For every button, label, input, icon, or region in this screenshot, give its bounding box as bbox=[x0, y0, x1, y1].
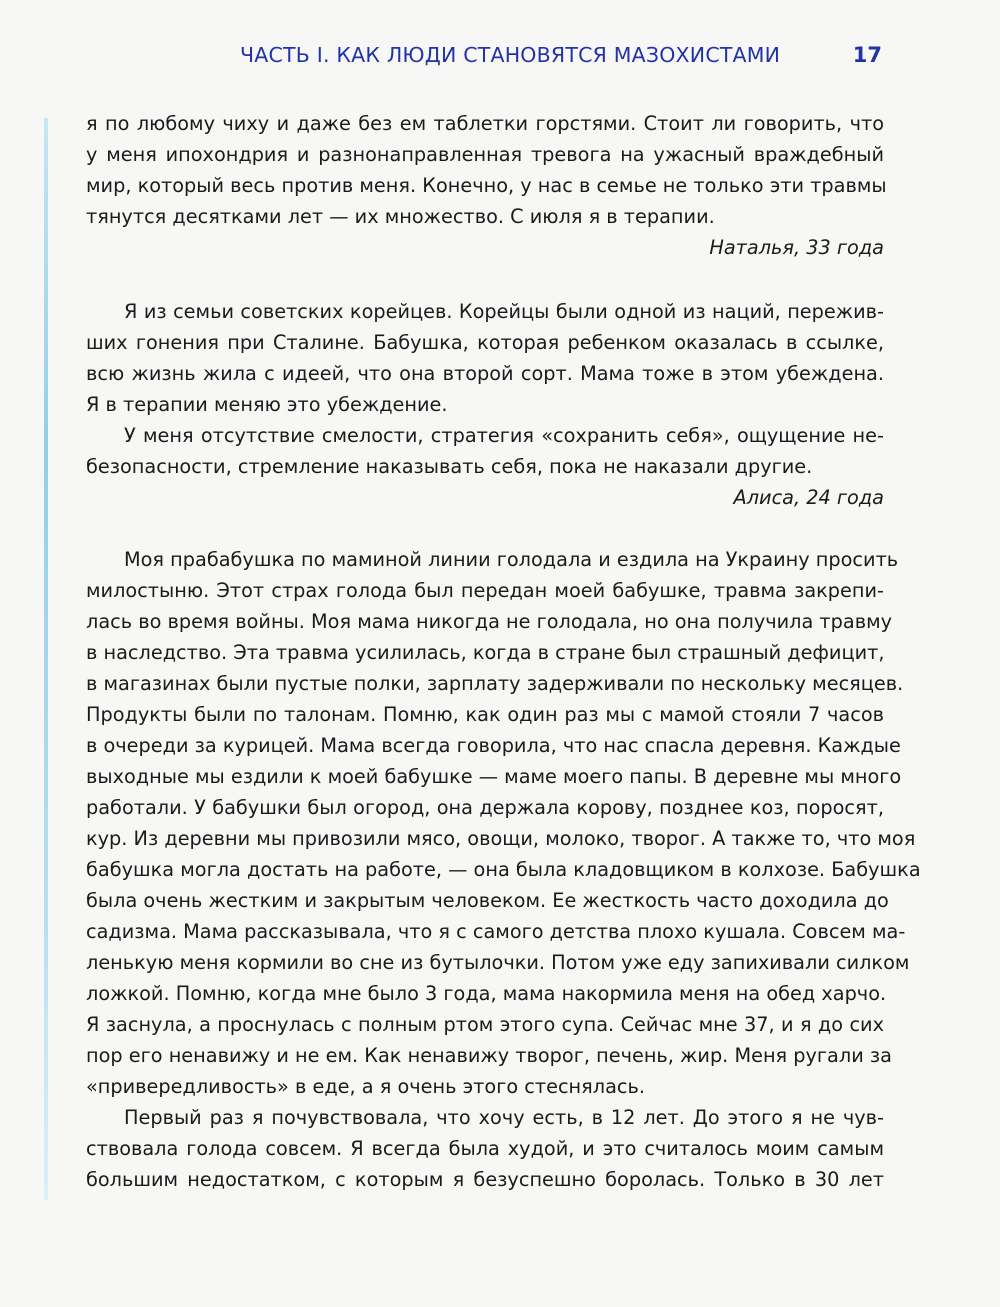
text-line: работали. У бабушки был огород, она держала корову, позднее коз, поросят, bbox=[86, 796, 884, 819]
text-line: у меня ипохондрия и разнонаправленная тревога на ужасный враждебный bbox=[86, 143, 884, 166]
text-line: лась во время войны. Моя мама никогда не голодала, но она получила травму bbox=[86, 610, 893, 633]
text-line: Продукты были по талонам. Помню, как один раз мы с мамой стояли 7 часов bbox=[86, 703, 884, 726]
text-line: пор его ненавижу и не ем. Как ненавижу творог, печень, жир. Меня ругали за bbox=[86, 1044, 892, 1067]
text-line: ших гонения при Сталине. Бабушка, которая ребенком оказалась в ссылке, bbox=[86, 331, 884, 354]
text-line: тянутся десятками лет — их множество. С июля я в терапии. bbox=[86, 205, 715, 228]
text-line: большим недостатком, с которым я безуспешно боролась. Только в 30 лет bbox=[86, 1168, 884, 1191]
text-line: безопасности, стремление наказывать себя, пока не наказали другие. bbox=[86, 455, 813, 478]
text-line: Я заснула, а проснулась с полным ртом этого супа. Сейчас мне 37, и я до сих bbox=[86, 1013, 884, 1036]
text-line: ложкой. Помню, когда мне было 3 года, мама накормила меня на обед харчо. bbox=[86, 982, 887, 1005]
text-line: Моя прабабушка по маминой линии голодала и ездила на Украину просить bbox=[124, 548, 899, 571]
text-line: ствовала голода совсем. Я всегда была худой, и это считалось моим самым bbox=[86, 1137, 884, 1160]
text-line: Я в терапии меняю это убеждение. bbox=[86, 393, 448, 416]
text-line: Я из семьи советских корейцев. Корейцы были одной из наций, пережив- bbox=[124, 300, 884, 323]
signature: Алиса, 24 года bbox=[733, 486, 884, 509]
text-line: в наследство. Эта травма усилилась, когда в стране был страшный дефицит, bbox=[86, 641, 885, 664]
text-line: выходные мы ездили к моей бабушке — маме моего папы. В деревне мы много bbox=[86, 765, 902, 788]
text-line: милостыню. Этот страх голода был передан моей бабушке, травма закрепи- bbox=[86, 579, 884, 602]
testimonial-third bbox=[86, 544, 921, 1195]
testimonial-alisa bbox=[86, 296, 884, 513]
text-line: садизма. Мама рассказывала, что я с самого детства плохо кушала. Совсем ма- bbox=[86, 920, 906, 943]
margin-highlight-bar bbox=[44, 118, 48, 1200]
text-line: мир, который весь против меня. Конечно, у нас в семье не только эти травмы bbox=[86, 174, 887, 197]
text-line: в магазинах были пустые полки, зарплату задерживали по нескольку месяцев. bbox=[86, 672, 904, 695]
chapter-title: ЧАСТЬ I. КАК ЛЮДИ СТАНОВЯТСЯ МАЗОХИСТАМИ bbox=[240, 43, 781, 67]
signature: Наталья, 33 года bbox=[709, 236, 884, 259]
running-header bbox=[240, 38, 882, 72]
text-line: «привередливость» в еде, а я очень этого стеснялась. bbox=[86, 1075, 645, 1098]
text-line: кур. Из деревни мы привозили мясо, овощи, молоко, творог. А также то, что моя bbox=[86, 827, 916, 850]
text-line: в очереди за курицей. Мама всегда говорила, что нас спасла деревня. Каждые bbox=[86, 734, 901, 757]
testimonial-natalya bbox=[86, 108, 887, 263]
text-line: бабушка могла достать на работе, — она была кладовщиком в колхозе. Бабушка bbox=[86, 858, 921, 881]
text-line: У меня отсутствие смелости, стратегия «сохранить себя», ощущение не- bbox=[124, 424, 884, 447]
page-number: 17 bbox=[852, 43, 882, 67]
text-line: ленькую меня кормили во сне из бутылочки. Потом уже еду запихивали силком bbox=[86, 951, 910, 974]
text-line: я по любому чиху и даже без ем таблетки горстями. Стоит ли говорить, что bbox=[86, 112, 884, 135]
text-line: Первый раз я почувствовала, что хочу есть, в 12 лет. До этого я не чув- bbox=[124, 1106, 884, 1129]
text-line: была очень жестким и закрытым человеком. Ее жесткость часто доходила до bbox=[86, 889, 889, 912]
text-line: всю жизнь жила с идеей, что она второй сорт. Мама тоже в этом убеждена. bbox=[86, 362, 884, 385]
